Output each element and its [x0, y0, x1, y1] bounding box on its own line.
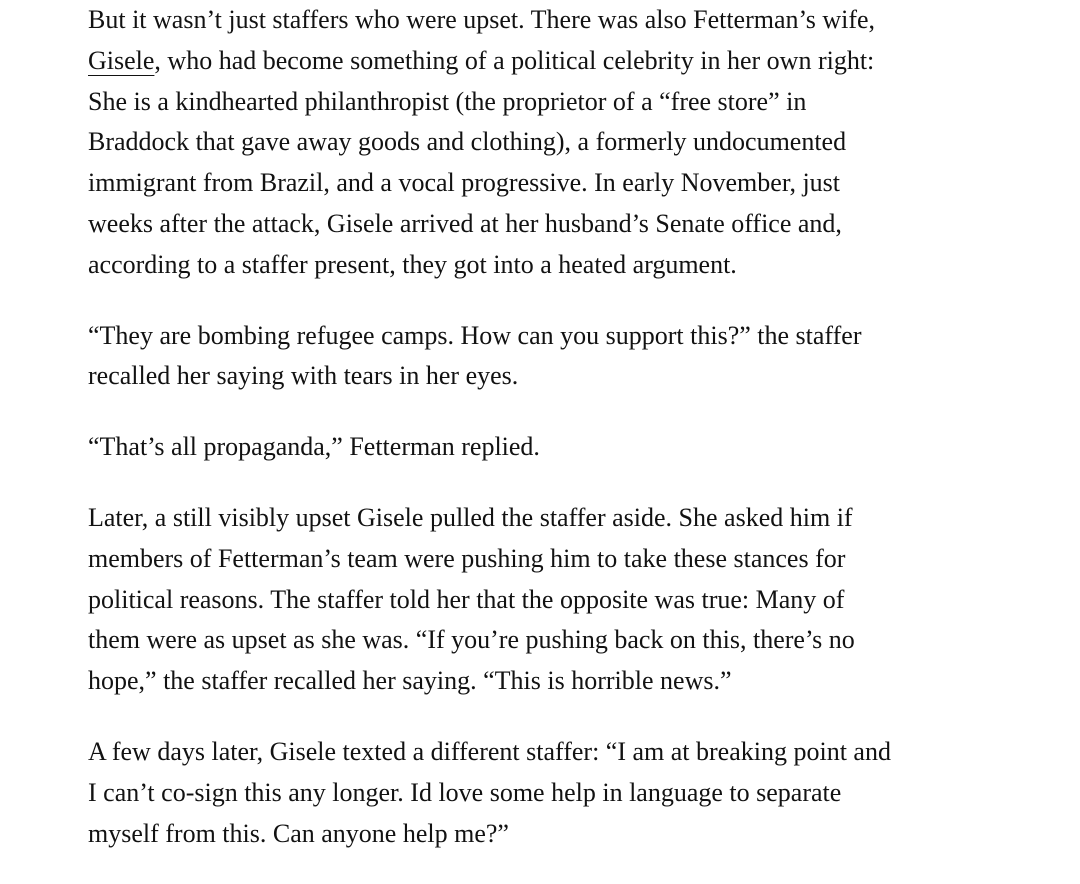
paragraph-5 — [88, 732, 992, 854]
paragraph-line: recalled her saying with tears in her eyes. — [88, 361, 519, 391]
paragraph-4 — [88, 498, 992, 702]
paragraph-line: She is a kindhearted philanthropist (the proprietor of a “free store” in — [88, 86, 807, 116]
paragraph-line: according to a staffer present, they got into a heated argument. — [88, 249, 737, 279]
paragraph-line-with-link — [88, 41, 992, 82]
paragraph-line: A few days later, Gisele texted a different staffer: “I am at breaking point and — [88, 736, 891, 766]
gisele-link[interactable]: Gisele — [88, 45, 155, 75]
paragraph-line: Later, a still visibly upset Gisele pulled the staffer aside. She asked him if — [88, 502, 853, 532]
paragraph-line: weeks after the attack, Gisele arrived at her husband’s Senate office and, — [88, 208, 842, 238]
paragraph-line: members of Fetterman’s team were pushing him to take these stances for — [88, 543, 846, 573]
paragraph-line: I can’t co-sign this any longer. Id love some help in language to separate — [88, 777, 842, 807]
paragraph-line: But it wasn’t just staffers who were upset. There was also Fetterman’s wife, — [88, 5, 876, 34]
paragraph-line: immigrant from Brazil, and a vocal progressive. In early November, just — [88, 168, 841, 198]
paragraph-line-text: , who had become something of a political celebrity in her own right: — [154, 45, 875, 75]
paragraph-line: political reasons. The staffer told her that the opposite was true: Many of — [88, 584, 845, 614]
paragraph-line: “That’s all propaganda,” Fetterman replied. — [88, 432, 540, 462]
article-body — [88, 0, 992, 884]
paragraph-2 — [88, 316, 992, 398]
paragraph-line: them were as upset as she was. “If you’re pushing back on this, there’s no — [88, 625, 855, 655]
paragraph-line: myself from this. Can anyone help me?” — [88, 818, 509, 848]
paragraph-line: Braddock that gave away goods and clothing), a formerly undocumented — [88, 127, 847, 157]
paragraph-3 — [88, 427, 992, 468]
paragraph-1 — [88, 0, 992, 286]
paragraph-line: hope,” the staffer recalled her saying. “This is horrible news.” — [88, 666, 732, 696]
paragraph-line: “They are bombing refugee camps. How can you support this?” the staffer — [88, 320, 862, 350]
